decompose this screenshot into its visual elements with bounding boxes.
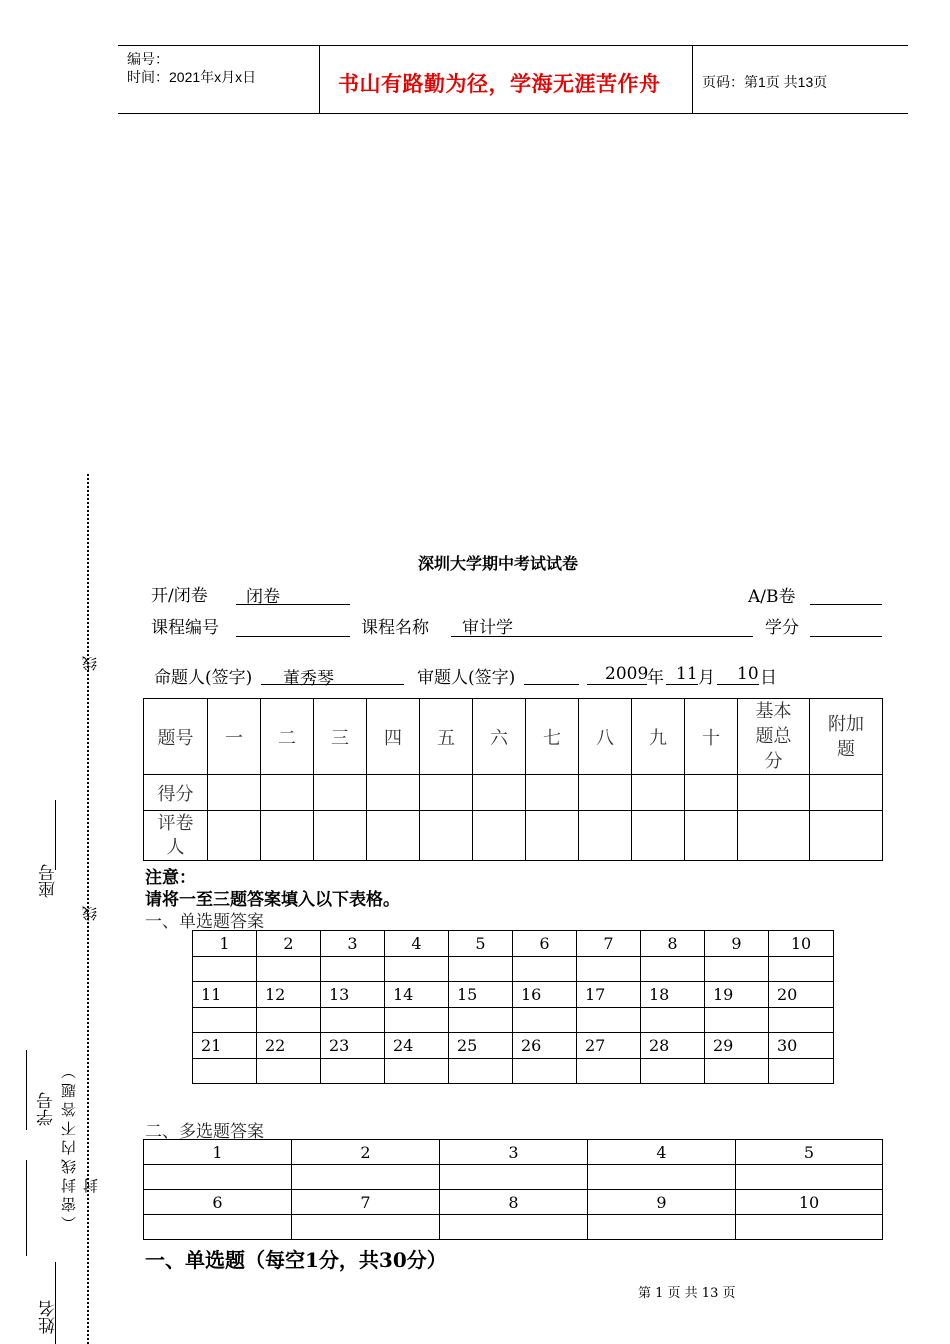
score-cell[interactable] — [738, 775, 810, 811]
answer-number: 12 — [257, 982, 321, 1008]
answer-number: 27 — [577, 1033, 641, 1059]
score-col-header: 八 — [579, 699, 632, 775]
answer-number: 1 — [193, 931, 257, 957]
open-closed-label: 开/闭卷 — [151, 586, 208, 606]
score-cell[interactable] — [473, 775, 526, 811]
exam-month: 11 — [676, 664, 698, 684]
answer-cell[interactable] — [769, 1007, 834, 1033]
answer-number: 5 — [736, 1140, 883, 1165]
answer-cell[interactable] — [769, 956, 834, 982]
answer-number: 10 — [769, 931, 834, 957]
answer-cell[interactable] — [257, 1058, 321, 1084]
seat-underline — [55, 800, 56, 870]
answer-number: 21 — [193, 1033, 257, 1059]
answer-number: 13 — [321, 982, 385, 1008]
answer-cell[interactable] — [513, 1007, 577, 1033]
single-answer-table — [192, 930, 834, 1084]
answer-cell[interactable] — [705, 956, 769, 982]
notes-title: 注意： — [145, 868, 196, 888]
score-col-header: 三 — [314, 699, 367, 775]
page-footer: 第 1 页 共 13 页 — [638, 1286, 736, 1301]
score-row-label-score: 得分 — [144, 775, 208, 811]
answer-cell[interactable] — [641, 1007, 705, 1033]
single-number-row — [193, 982, 834, 1008]
single-number-row — [193, 931, 834, 957]
score-cell[interactable] — [208, 775, 261, 811]
multi-number-row — [144, 1190, 883, 1215]
score-row-label-number: 题号 — [144, 699, 208, 775]
answer-number: 2 — [292, 1140, 440, 1165]
setter-underline — [261, 684, 404, 685]
header-divider-right — [692, 45, 693, 113]
header-top-border — [118, 45, 908, 46]
header-page-label: 页码：第1页 共13页 — [702, 74, 828, 90]
reviewer-underline — [524, 684, 579, 685]
seal-notice: （密封线内不答题） — [60, 1060, 78, 1231]
name-underline — [26, 1160, 27, 1256]
setter-value: 董秀琴 — [283, 669, 334, 689]
answer-cell[interactable] — [385, 1007, 449, 1033]
answer-number: 4 — [588, 1140, 736, 1165]
answer-cell[interactable] — [292, 1215, 440, 1240]
answer-cell[interactable] — [705, 1058, 769, 1084]
section1-heading: 一、单选题（每空1分，共30分） — [145, 1248, 447, 1272]
header-motto: 书山有路勤为径，学海无涯苦作舟 — [338, 71, 661, 96]
answer-number: 7 — [577, 931, 641, 957]
answer-number: 29 — [705, 1033, 769, 1059]
answer-cell[interactable] — [449, 1007, 513, 1033]
student-no-label: 学号 — [37, 1092, 57, 1126]
answer-cell[interactable] — [440, 1215, 588, 1240]
score-cell[interactable] — [420, 775, 473, 811]
score-cell[interactable] — [261, 775, 314, 811]
multi-answer-row — [144, 1165, 883, 1190]
answer-cell[interactable] — [292, 1165, 440, 1190]
score-col-header: 一 — [208, 699, 261, 775]
grader-cell[interactable] — [314, 811, 367, 861]
answer-cell[interactable] — [588, 1165, 736, 1190]
open-closed-underline — [236, 604, 350, 605]
score-col-header: 九 — [632, 699, 685, 775]
answer-cell[interactable] — [385, 956, 449, 982]
seal-line-label-mid: 线 — [81, 906, 99, 921]
seal-line-label-top: 线 — [81, 656, 99, 671]
answer-number: 19 — [705, 982, 769, 1008]
answer-number: 18 — [641, 982, 705, 1008]
answer-cell[interactable] — [193, 956, 257, 982]
answer-number: 28 — [641, 1033, 705, 1059]
course-name-label: 课程名称 — [361, 618, 429, 638]
answer-number: 3 — [321, 931, 385, 957]
year-unit: 年 — [647, 668, 664, 688]
answer-cell[interactable] — [641, 1058, 705, 1084]
header-code-label: 编号： — [127, 51, 169, 67]
answer-number: 14 — [385, 982, 449, 1008]
answer-number: 8 — [641, 931, 705, 957]
grader-cell[interactable] — [526, 811, 579, 861]
setter-label: 命题人(签字) — [154, 668, 253, 688]
score-cell[interactable] — [526, 775, 579, 811]
score-col-header: 七 — [526, 699, 579, 775]
answer-cell[interactable] — [769, 1058, 834, 1084]
answer-number: 9 — [705, 931, 769, 957]
score-col-header-bonus: 附加题 — [810, 699, 883, 775]
answer-cell[interactable] — [513, 956, 577, 982]
grader-cell[interactable] — [420, 811, 473, 861]
answer-number: 9 — [588, 1190, 736, 1215]
single-answer-row — [193, 956, 834, 982]
answer-number: 23 — [321, 1033, 385, 1059]
grader-cell[interactable] — [810, 811, 883, 861]
grader-cell[interactable] — [738, 811, 810, 861]
single-answers-label: 一、单选题答案 — [145, 912, 264, 932]
credit-label: 学分 — [765, 618, 799, 638]
score-row-label-grader: 评卷人 — [144, 811, 208, 861]
reviewer-label: 审题人(签字) — [417, 668, 516, 688]
answer-number: 25 — [449, 1033, 513, 1059]
grader-cell[interactable] — [632, 811, 685, 861]
answer-cell[interactable] — [705, 1007, 769, 1033]
course-code-label: 课程编号 — [151, 618, 219, 638]
grader-cell[interactable] — [579, 811, 632, 861]
single-number-row — [193, 1033, 834, 1059]
score-col-header: 四 — [367, 699, 420, 775]
answer-cell[interactable] — [385, 1058, 449, 1084]
multi-answer-row — [144, 1215, 883, 1240]
answer-cell[interactable] — [440, 1165, 588, 1190]
score-col-header: 六 — [473, 699, 526, 775]
score-cell[interactable] — [685, 775, 738, 811]
answer-cell[interactable] — [193, 1058, 257, 1084]
answer-number: 8 — [440, 1190, 588, 1215]
score-col-header: 二 — [261, 699, 314, 775]
score-cell[interactable] — [579, 775, 632, 811]
student-no-underline — [26, 1050, 27, 1130]
name-label: 姓名 — [39, 1300, 59, 1334]
answer-cell[interactable] — [641, 956, 705, 982]
score-cell[interactable] — [367, 775, 420, 811]
seat-label: 座号 — [39, 864, 59, 898]
answer-cell[interactable] — [577, 956, 641, 982]
score-cell[interactable] — [632, 775, 685, 811]
open-closed-value: 闭卷 — [246, 587, 280, 607]
single-answer-row — [193, 1058, 834, 1084]
answer-number: 6 — [144, 1190, 292, 1215]
grader-cell[interactable] — [685, 811, 738, 861]
answer-cell[interactable] — [144, 1215, 292, 1240]
ab-underline — [810, 604, 882, 605]
answer-number: 10 — [736, 1190, 883, 1215]
score-row — [144, 775, 883, 811]
day-underline — [717, 684, 759, 685]
score-cell[interactable] — [314, 775, 367, 811]
answer-number: 17 — [577, 982, 641, 1008]
ab-label: A/B卷 — [748, 587, 796, 607]
header-divider-left — [319, 45, 320, 113]
grader-cell[interactable] — [208, 811, 261, 861]
grader-cell[interactable] — [261, 811, 314, 861]
score-header-row — [144, 699, 883, 775]
year-underline — [587, 684, 647, 685]
answer-number: 2 — [257, 931, 321, 957]
multi-answers-label: 二、多选题答案 — [145, 1122, 264, 1142]
course-code-underline — [236, 636, 350, 637]
answer-cell[interactable] — [449, 956, 513, 982]
answer-number: 3 — [440, 1140, 588, 1165]
header-time-label: 时间：2021年x月x日 — [127, 69, 257, 85]
answer-number: 20 — [769, 982, 834, 1008]
seal-label: 封 — [82, 1178, 100, 1193]
answer-number: 6 — [513, 931, 577, 957]
answer-number: 30 — [769, 1033, 834, 1059]
answer-cell[interactable] — [321, 1058, 385, 1084]
grader-row — [144, 811, 883, 861]
score-col-header-basic-total: 基本题总分 — [738, 699, 810, 775]
answer-cell[interactable] — [736, 1215, 883, 1240]
answer-number: 22 — [257, 1033, 321, 1059]
answer-number: 11 — [193, 982, 257, 1008]
answer-cell[interactable] — [513, 1058, 577, 1084]
grader-cell[interactable] — [473, 811, 526, 861]
score-col-header: 五 — [420, 699, 473, 775]
answer-cell[interactable] — [144, 1165, 292, 1190]
exam-year: 2009 — [605, 664, 649, 684]
exam-day: 10 — [737, 664, 759, 684]
answer-cell[interactable] — [577, 1058, 641, 1084]
answer-number: 1 — [144, 1140, 292, 1165]
multi-answer-table — [143, 1139, 883, 1240]
answer-cell[interactable] — [257, 956, 321, 982]
course-name-value: 审计学 — [462, 618, 513, 638]
day-unit: 日 — [760, 668, 777, 688]
month-underline — [666, 684, 698, 685]
single-answer-row — [193, 1007, 834, 1033]
answer-number: 4 — [385, 931, 449, 957]
answer-cell[interactable] — [449, 1058, 513, 1084]
answer-number: 26 — [513, 1033, 577, 1059]
score-table — [143, 698, 883, 861]
course-name-underline — [451, 636, 753, 637]
answer-cell[interactable] — [257, 1007, 321, 1033]
answer-number: 7 — [292, 1190, 440, 1215]
month-unit: 月 — [698, 668, 715, 688]
multi-number-row — [144, 1140, 883, 1165]
header-bottom-border — [118, 113, 908, 114]
exam-title: 深圳大学期中考试试卷 — [418, 554, 579, 573]
answer-number: 5 — [449, 931, 513, 957]
score-cell[interactable] — [810, 775, 883, 811]
score-col-header: 十 — [685, 699, 738, 775]
answer-cell[interactable] — [577, 1007, 641, 1033]
answer-cell[interactable] — [321, 956, 385, 982]
answer-cell[interactable] — [588, 1215, 736, 1240]
credit-underline — [810, 636, 882, 637]
notes-instruction: 请将一至三题答案填入以下表格。 — [145, 890, 400, 910]
answer-cell[interactable] — [321, 1007, 385, 1033]
answer-number: 15 — [449, 982, 513, 1008]
grader-cell[interactable] — [367, 811, 420, 861]
answer-cell[interactable] — [193, 1007, 257, 1033]
answer-cell[interactable] — [736, 1165, 883, 1190]
answer-number: 16 — [513, 982, 577, 1008]
answer-number: 24 — [385, 1033, 449, 1059]
